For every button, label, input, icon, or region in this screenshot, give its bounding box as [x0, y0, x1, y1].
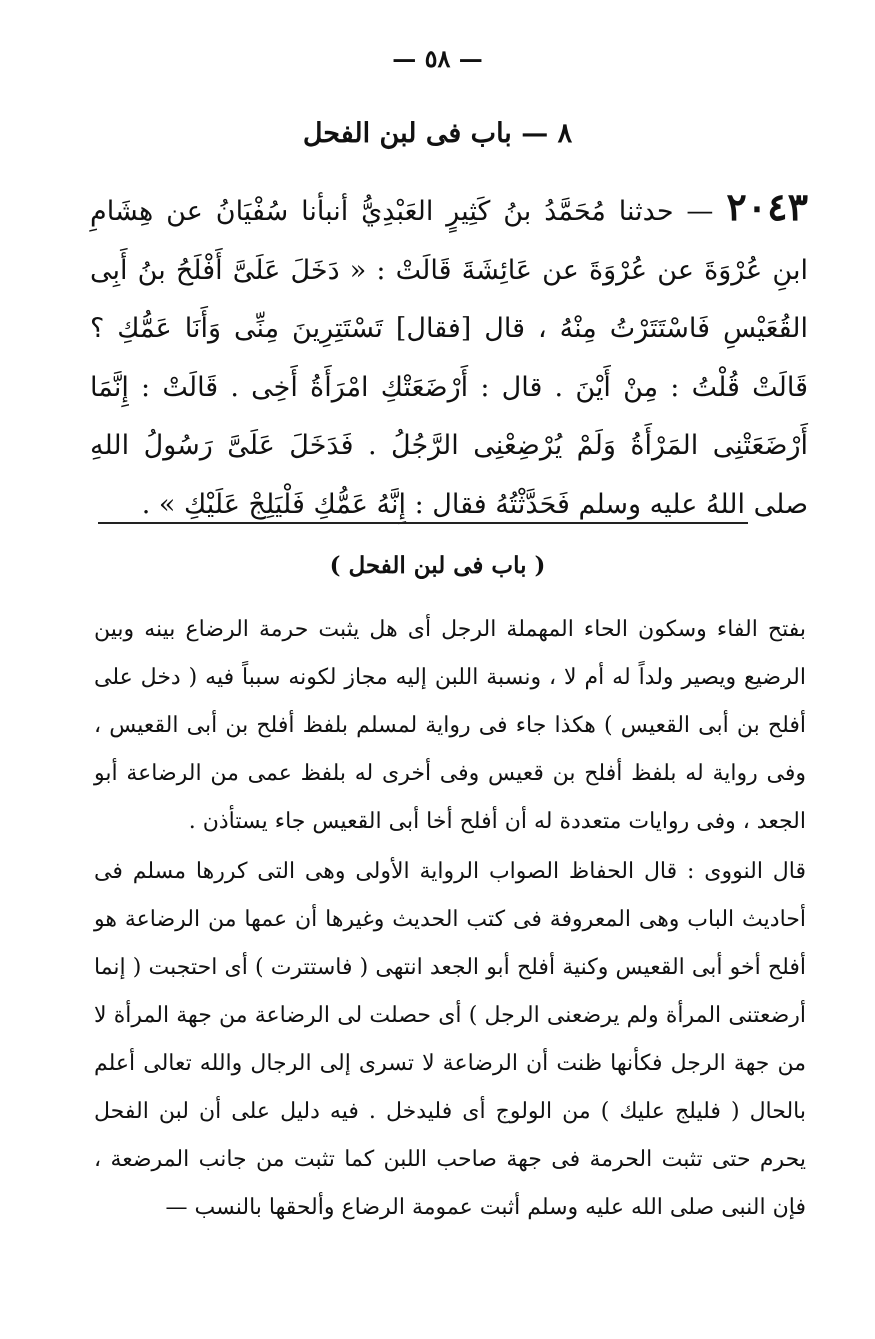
- section-divider: [98, 522, 748, 524]
- page-number: — ٥٨ —: [392, 44, 483, 73]
- hadith-body: — حدثنا مُحَمَّدُ بنُ كَثِيرٍ العَبْدِيُّ أنبأنا سُفْيَانُ عن هِشَامِ ابنِ عُرْوَةَ عن عُرْوَةَ عن عَائِشَةَ قَالَتْ : « دَخَلَ عَلَىَّ أَفْلَحُ بنُ أَبِى القُعَيْسِ فَاسْتَتَرْتُ مِنْهُ ، قال [فقال] تَسْتَتِرِينَ مِنِّى وَأَنَا عَمُّكِ ؟ قَالَتْ قُلْتُ : مِنْ أَيْنَ . قال : أَرْضَعَتْكِ امْرَأَةُ أَخِى . قَالَتْ : إِنَّمَا أَرْضَعَتْنِى المَرْأَةُ وَلَمْ يُرْضِعْنِى الرَّجُلُ . فَدَخَلَ عَلَىَّ رَسُولُ اللهِ صلى اللهُ عليه وسلم فَحَدَّثْتُهُ فقال : إِنَّهُ عَمُّكِ فَلْيَلِجْ عَلَيْكِ » .: [90, 196, 808, 520]
- commentary-paragraph-1: بفتح الفاء وسكون الحاء المهملة الرجل أى هل يثبت حرمة الرضاع بينه وبين الرضيع ويصير ولداً له أم لا ، ونسبة اللبن إليه مجاز لكونه سبباً فيه ( دخل على أفلح بن أبى القعيس ) هكذا جاء فى رواية لمسلم بلفظ أفلح بن أبى القعيس ، وفى رواية له بلفظ أفلح بن قعيس وفى أخرى له بلفظ عمى من الرضاعة أبو الجعد ، وفى روايات متعددة له أن أفلح أخا أبى القعيس جاء يستأذن .: [94, 617, 806, 834]
- commentary-heading: ( باب فى لبن الفحل ): [329, 552, 546, 579]
- faint-bleed-through-mark: [0, 1318, 875, 1332]
- hadith-text: [90, 178, 808, 534]
- chapter-heading: ٨ — باب فى لبن الفحل: [302, 118, 573, 149]
- commentary-body: [94, 606, 806, 1232]
- commentary-paragraph-2: قال النووى : قال الحفاظ الصواب الرواية الأولى وهى التى كررها مسلم فى أحاديث الباب وهى المعروفة فى كتب الحديث وغيرها أن عمها من الرضاعة هو أفلح أخو أبى القعيس وكنية أفلح أبو الجعد انتهى ( فاستترت ) أى احتجبت ( إنما أرضعتنى المرأة ولم يرضعنى الرجل ) أى حصلت لى الرضاعة من جهة المرأة لا من جهة الرجل فكأنها ظنت أن الرضاعة لا تسرى إلى الرجال والله تعالى أعلم بالحال ( فليلج عليك ) من الولوج أى فليدخل . فيه دليل على أن لبن الفحل يحرم حتى تثبت الحرمة فى جهة صاحب اللبن كما تثبت من جانب المرضعة ، فإن النبى صلى الله عليه وسلم أثبت عمومة الرضاع وألحقها بالنسب —: [94, 859, 806, 1220]
- hadith-number: ٢٠٤٣: [726, 184, 808, 229]
